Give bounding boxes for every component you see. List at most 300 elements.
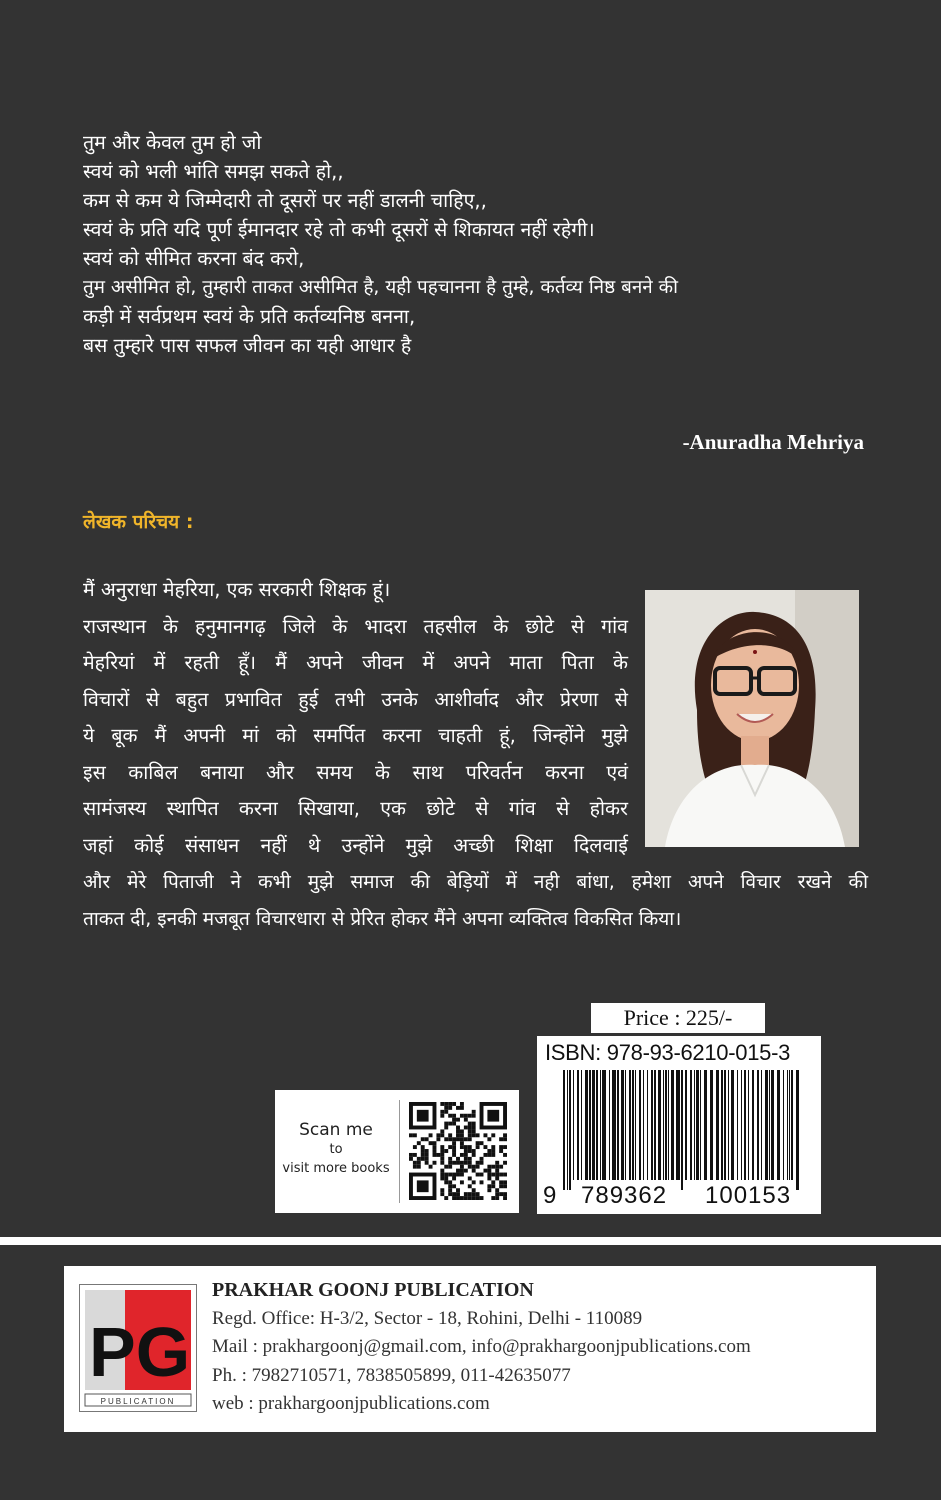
bio-line: मैं अनुराधा मेहरिया, एक सरकारी शिक्षक हूं। bbox=[83, 578, 391, 601]
qr-module bbox=[456, 1118, 460, 1122]
poem-block bbox=[83, 128, 873, 360]
barcode-bar bbox=[783, 1070, 784, 1180]
barcode-bar bbox=[700, 1070, 701, 1180]
qr-module bbox=[503, 1192, 507, 1196]
qr-module bbox=[429, 1133, 433, 1137]
qr-module bbox=[464, 1137, 468, 1141]
qr-module bbox=[495, 1173, 499, 1177]
barcode-digit-group2: 100153 bbox=[705, 1182, 792, 1209]
qr-module bbox=[487, 1173, 491, 1177]
barcode-bar bbox=[563, 1070, 565, 1190]
qr-module bbox=[460, 1169, 464, 1173]
qr-module bbox=[464, 1126, 468, 1130]
barcode-digit-group1: 789362 bbox=[581, 1182, 668, 1209]
qr-module bbox=[456, 1106, 460, 1110]
pg-logo-icon bbox=[79, 1284, 197, 1412]
logo-caption-text: PUBLICATION bbox=[100, 1397, 176, 1406]
barcode-bar bbox=[681, 1070, 683, 1190]
barcode-bar bbox=[787, 1070, 788, 1180]
qr-module bbox=[483, 1169, 487, 1173]
publisher-info-box bbox=[64, 1266, 876, 1432]
qr-module bbox=[456, 1157, 460, 1161]
isbn-barcode bbox=[537, 1036, 821, 1214]
qr-module bbox=[495, 1196, 499, 1200]
qr-module bbox=[433, 1149, 437, 1153]
qr-module bbox=[476, 1141, 480, 1145]
qr-module bbox=[476, 1192, 480, 1196]
qr-module bbox=[440, 1110, 444, 1114]
poem-line: बस तुम्हारे पास सफल जीवन का यही आधार है bbox=[83, 334, 412, 357]
qr-module bbox=[476, 1173, 480, 1177]
qr-module bbox=[452, 1161, 456, 1165]
qr-module bbox=[444, 1196, 448, 1200]
qr-module bbox=[444, 1176, 448, 1180]
qr-module bbox=[476, 1133, 480, 1137]
qr-module bbox=[452, 1122, 456, 1126]
qr-module bbox=[487, 1165, 491, 1169]
poem-line: स्वयं को सीमित करना बंद करो, bbox=[83, 247, 305, 270]
barcode-bar bbox=[696, 1070, 699, 1180]
qr-module bbox=[413, 1153, 417, 1157]
qr-module bbox=[452, 1173, 456, 1177]
qr-module bbox=[440, 1188, 444, 1192]
qr-module bbox=[460, 1180, 464, 1184]
qr-module bbox=[440, 1157, 444, 1161]
qr-module bbox=[409, 1153, 413, 1157]
qr-finder-square bbox=[417, 1110, 429, 1122]
barcode-bar bbox=[596, 1070, 598, 1180]
qr-module bbox=[464, 1192, 468, 1196]
qr-module bbox=[456, 1188, 460, 1192]
publisher-phone: Ph. : 7982710571, 7838505899, 011-42635077 bbox=[212, 1364, 571, 1386]
poem-line: तुम और केवल तुम हो जो bbox=[83, 131, 262, 154]
qr-module bbox=[472, 1192, 476, 1196]
poem-line: कड़ी में सर्वप्रथम स्वयं के प्रति कर्तव्यनिष्ठ बनना, bbox=[83, 305, 416, 328]
qr-module bbox=[476, 1161, 480, 1165]
qr-module bbox=[495, 1169, 499, 1173]
qr-module bbox=[468, 1165, 472, 1169]
qr-module bbox=[480, 1161, 484, 1165]
barcode-bar bbox=[585, 1070, 588, 1180]
qr-module bbox=[417, 1165, 421, 1169]
qr-module bbox=[460, 1137, 464, 1141]
barcode-bar bbox=[769, 1070, 770, 1180]
qr-module bbox=[440, 1153, 444, 1157]
qr-module bbox=[460, 1165, 464, 1169]
barcode-bar bbox=[592, 1070, 595, 1180]
qr-module bbox=[452, 1153, 456, 1157]
qr-module bbox=[487, 1137, 491, 1141]
barcode-bar bbox=[744, 1070, 746, 1180]
qr-module bbox=[499, 1145, 503, 1149]
qr-module bbox=[499, 1149, 503, 1153]
qr-module bbox=[425, 1157, 429, 1161]
barcode-bar bbox=[654, 1070, 656, 1180]
publisher-mail[interactable]: Mail : prakhargoonj@gmail.com, info@prakhargoonjpublications.com bbox=[212, 1336, 751, 1357]
barcode-bar bbox=[724, 1070, 726, 1180]
qr-module bbox=[495, 1165, 499, 1169]
barcode-bar bbox=[658, 1070, 661, 1180]
qr-module bbox=[483, 1145, 487, 1149]
publisher-details bbox=[212, 1276, 751, 1419]
scan-me-label: Scan me bbox=[299, 1120, 373, 1140]
qr-module bbox=[440, 1169, 444, 1173]
barcode-bar bbox=[639, 1070, 641, 1180]
barcode-bar bbox=[632, 1070, 634, 1180]
qr-module bbox=[444, 1173, 448, 1177]
barcode-bar bbox=[789, 1070, 790, 1180]
qr-module bbox=[503, 1137, 507, 1141]
qr-module bbox=[425, 1149, 429, 1153]
poem-line: तुम असीमित हो, तुम्हारी ताकत असीमित है, यही पहचानना है तुम्हे, कर्तव्य निष्ठ बनने की bbox=[83, 277, 678, 298]
barcode-bar bbox=[777, 1070, 780, 1180]
barcode-digit-first: 9 bbox=[543, 1182, 557, 1209]
barcode-bar bbox=[748, 1070, 749, 1180]
qr-module bbox=[503, 1180, 507, 1184]
qr-module bbox=[440, 1145, 444, 1149]
publisher-web[interactable]: web : prakhargoonjpublications.com bbox=[212, 1393, 490, 1414]
qr-module bbox=[460, 1141, 464, 1145]
qr-module bbox=[460, 1106, 464, 1110]
qr-module bbox=[464, 1145, 468, 1149]
qr-module bbox=[448, 1192, 452, 1196]
barcode-bar bbox=[612, 1070, 616, 1180]
qr-module bbox=[499, 1184, 503, 1188]
qr-module bbox=[476, 1196, 480, 1200]
qr-module bbox=[472, 1129, 476, 1133]
scan-me-sub-1: to bbox=[329, 1142, 343, 1157]
qr-module bbox=[436, 1133, 440, 1137]
qr-module bbox=[421, 1153, 425, 1157]
qr-module bbox=[491, 1153, 495, 1157]
barcode-bar bbox=[731, 1070, 734, 1180]
qr-module bbox=[456, 1196, 460, 1200]
qr-module bbox=[456, 1173, 460, 1177]
qr-module bbox=[440, 1114, 444, 1118]
qr-module bbox=[480, 1173, 484, 1177]
qr-module bbox=[429, 1141, 433, 1145]
qr-module bbox=[440, 1176, 444, 1180]
qr-module bbox=[468, 1184, 472, 1188]
barcode-bar bbox=[791, 1070, 793, 1180]
qr-module bbox=[421, 1149, 425, 1153]
barcode-bar bbox=[710, 1070, 713, 1180]
barcode-bar bbox=[643, 1070, 644, 1180]
barcode-bar bbox=[663, 1070, 664, 1180]
barcode-bar bbox=[629, 1070, 631, 1180]
qr-module bbox=[413, 1145, 417, 1149]
qr-module bbox=[448, 1188, 452, 1192]
qr-module bbox=[448, 1173, 452, 1177]
barcode-bar bbox=[741, 1070, 742, 1180]
qr-module bbox=[421, 1137, 425, 1141]
qr-module bbox=[440, 1149, 444, 1153]
qr-module bbox=[472, 1188, 476, 1192]
qr-module bbox=[487, 1169, 491, 1173]
bio-line: ताकत दी, इनकी मजबूत विचारधारा से प्रेरित होकर मैंने अपना व्यक्तित्व विकसित किया। bbox=[83, 907, 682, 930]
qr-module bbox=[452, 1196, 456, 1200]
qr-module bbox=[456, 1133, 460, 1137]
qr-module bbox=[468, 1192, 472, 1196]
author-photo bbox=[645, 590, 859, 847]
qr-module bbox=[503, 1145, 507, 1149]
qr-module bbox=[409, 1157, 413, 1161]
qr-module bbox=[495, 1176, 499, 1180]
qr-finder-square bbox=[417, 1180, 429, 1192]
barcode-bar bbox=[635, 1070, 636, 1180]
qr-finder-square bbox=[487, 1110, 499, 1122]
qr-module bbox=[460, 1173, 464, 1177]
publisher-office: Regd. Office: H-3/2, Sector - 18, Rohini, Delhi - 110089 bbox=[212, 1307, 643, 1329]
about-author-heading: लेखक परिचय : bbox=[83, 511, 194, 533]
qr-module bbox=[487, 1153, 491, 1157]
qr-module bbox=[444, 1122, 448, 1126]
qr-module bbox=[472, 1110, 476, 1114]
qr-module bbox=[480, 1180, 484, 1184]
barcode-bar bbox=[796, 1070, 799, 1190]
qr-module bbox=[433, 1141, 437, 1145]
qr-module bbox=[503, 1196, 507, 1200]
bio-line: और मेरे पिताजी ने कभी मुझे समाज की बेड़ियों में नही बांधा, हमेशा अपने विचार रखने की bbox=[83, 871, 868, 893]
qr-module bbox=[440, 1161, 444, 1165]
qr-module bbox=[436, 1137, 440, 1141]
barcode-bar bbox=[721, 1070, 723, 1180]
qr-module bbox=[452, 1141, 456, 1145]
isbn-text: ISBN: 978-93-6210-015-3 bbox=[545, 1040, 791, 1065]
qr-module bbox=[499, 1192, 503, 1196]
qr-module bbox=[413, 1165, 417, 1169]
qr-module bbox=[468, 1129, 472, 1133]
qr-module bbox=[472, 1126, 476, 1130]
barcode-bar bbox=[761, 1070, 762, 1180]
qr-module bbox=[468, 1126, 472, 1130]
qr-module bbox=[444, 1102, 448, 1106]
qr-module bbox=[476, 1165, 480, 1169]
qr-module bbox=[456, 1129, 460, 1133]
qr-module bbox=[440, 1173, 444, 1177]
barcode-bar bbox=[771, 1070, 774, 1180]
qr-module bbox=[491, 1149, 495, 1153]
bio-line: जहां कोई संसाधन नहीं थे उन्होंने मुझे अच्छी शिक्षा दिलवाई bbox=[83, 833, 628, 857]
qr-module bbox=[460, 1102, 464, 1106]
qr-module bbox=[472, 1165, 476, 1169]
barcode-bar bbox=[685, 1070, 687, 1180]
barcode-bar bbox=[647, 1070, 648, 1180]
qr-module bbox=[436, 1153, 440, 1157]
qr-module bbox=[468, 1176, 472, 1180]
qr-module bbox=[491, 1133, 495, 1137]
qr-module bbox=[468, 1161, 472, 1165]
qr-module bbox=[456, 1137, 460, 1141]
barcode-bar bbox=[676, 1070, 680, 1180]
qr-code-icon[interactable] bbox=[409, 1102, 507, 1200]
qr-module bbox=[452, 1176, 456, 1180]
barcode-bar bbox=[577, 1070, 579, 1180]
qr-module bbox=[464, 1161, 468, 1165]
qr-module bbox=[413, 1161, 417, 1165]
logo-letters-text: PG bbox=[89, 1313, 191, 1391]
barcode-bar bbox=[621, 1070, 624, 1180]
qr-module bbox=[425, 1137, 429, 1141]
qr-module bbox=[464, 1153, 468, 1157]
barcode-bar bbox=[728, 1070, 729, 1180]
barcode-bar bbox=[690, 1070, 692, 1180]
qr-module bbox=[433, 1153, 437, 1157]
barcode-bar bbox=[716, 1070, 719, 1180]
barcode-bar bbox=[694, 1070, 695, 1180]
qr-module bbox=[456, 1126, 460, 1130]
qr-module bbox=[448, 1137, 452, 1141]
qr-module bbox=[472, 1153, 476, 1157]
qr-module bbox=[472, 1122, 476, 1126]
barcode-bar bbox=[668, 1070, 669, 1180]
qr-module bbox=[499, 1173, 503, 1177]
barcode-bar bbox=[609, 1070, 610, 1180]
barcode-bar bbox=[569, 1070, 571, 1190]
qr-module bbox=[464, 1169, 468, 1173]
qr-module bbox=[460, 1145, 464, 1149]
qr-module bbox=[421, 1157, 425, 1161]
qr-module bbox=[491, 1165, 495, 1169]
qr-module bbox=[448, 1102, 452, 1106]
footer-divider bbox=[0, 1237, 941, 1245]
qr-module bbox=[421, 1145, 425, 1149]
qr-module bbox=[444, 1126, 448, 1130]
qr-module bbox=[456, 1169, 460, 1173]
qr-module bbox=[495, 1188, 499, 1192]
qr-module bbox=[452, 1137, 456, 1141]
qr-module bbox=[429, 1165, 433, 1169]
qr-module bbox=[452, 1118, 456, 1122]
qr-module bbox=[487, 1184, 491, 1188]
publisher-logo bbox=[79, 1284, 197, 1412]
barcode-bar bbox=[581, 1070, 582, 1180]
qr-module bbox=[417, 1157, 421, 1161]
bio-line: ये बूक मैं अपनी मां को समर्पित करना चाहती हूं, जिन्होंने मुझे bbox=[83, 724, 628, 747]
qr-module bbox=[464, 1114, 468, 1118]
qr-module bbox=[448, 1106, 452, 1110]
qr-module bbox=[468, 1196, 472, 1200]
qr-module bbox=[495, 1161, 499, 1165]
qr-module bbox=[444, 1165, 448, 1169]
qr-module bbox=[448, 1114, 452, 1118]
qr-module bbox=[503, 1133, 507, 1137]
scan-divider bbox=[399, 1100, 400, 1203]
qr-module bbox=[417, 1161, 421, 1165]
qr-module bbox=[425, 1161, 429, 1165]
qr-module bbox=[452, 1114, 456, 1118]
qr-module bbox=[440, 1133, 444, 1137]
qr-module bbox=[499, 1165, 503, 1169]
qr-module bbox=[452, 1145, 456, 1149]
barcode-bar bbox=[757, 1070, 759, 1180]
barcode-bar bbox=[573, 1070, 574, 1180]
qr-module bbox=[433, 1145, 437, 1149]
qr-module bbox=[472, 1180, 476, 1184]
qr-module bbox=[480, 1141, 484, 1145]
qr-module bbox=[425, 1153, 429, 1157]
qr-module bbox=[472, 1149, 476, 1153]
bio-line: विचारों से बहुत प्रभावित हुई तभी उनके आशीर्वाद और प्रेरणा से bbox=[83, 687, 628, 711]
qr-module bbox=[452, 1102, 456, 1106]
qr-module bbox=[468, 1145, 472, 1149]
qr-module bbox=[440, 1102, 444, 1106]
qr-module bbox=[444, 1106, 448, 1110]
qr-module bbox=[409, 1133, 413, 1137]
qr-module bbox=[448, 1145, 452, 1149]
qr-module bbox=[495, 1192, 499, 1196]
barcode-bar bbox=[602, 1070, 606, 1180]
qr-module bbox=[499, 1180, 503, 1184]
qr-module bbox=[448, 1161, 452, 1165]
barcode-bar bbox=[651, 1070, 653, 1180]
qr-module bbox=[448, 1122, 452, 1126]
barcode-bar bbox=[704, 1070, 707, 1180]
qr-module bbox=[444, 1137, 448, 1141]
qr-module bbox=[491, 1196, 495, 1200]
qr-module bbox=[444, 1149, 448, 1153]
qr-module bbox=[440, 1192, 444, 1196]
qr-module bbox=[464, 1157, 468, 1161]
poem-line: स्वयं को भली भांति समझ सकते हो,, bbox=[83, 160, 344, 183]
qr-module bbox=[464, 1196, 468, 1200]
bio-line: राजस्थान के हनुमानगढ़ जिले के भादरा तहसील के छोटे से गांव bbox=[83, 614, 628, 638]
qr-module bbox=[452, 1149, 456, 1153]
bio-line: सामंजस्य स्थापित करना सिखाया, एक छोटे से गांव से होकर bbox=[83, 797, 628, 820]
qr-module bbox=[499, 1137, 503, 1141]
barcode-bar bbox=[765, 1070, 768, 1180]
qr-module bbox=[503, 1161, 507, 1165]
qr-module bbox=[460, 1129, 464, 1133]
qr-module bbox=[456, 1161, 460, 1165]
qr-module bbox=[472, 1114, 476, 1118]
qr-module bbox=[487, 1149, 491, 1153]
poem-line: स्वयं के प्रति यदि पूर्ण ईमानदार रहे तो कभी दूसरों से शिकायत नहीं रहेगी। bbox=[83, 218, 595, 241]
qr-module bbox=[476, 1145, 480, 1149]
qr-module bbox=[448, 1133, 452, 1137]
qr-module bbox=[491, 1145, 495, 1149]
publisher-name: PRAKHAR GOONJ PUBLICATION bbox=[212, 1279, 534, 1301]
qr-module bbox=[452, 1184, 456, 1188]
barcode-bar bbox=[589, 1070, 591, 1180]
barcode-bar bbox=[665, 1070, 667, 1180]
bio-line: इस काबिल बनाया और समय के साथ परिवर्तन करना एवं bbox=[83, 760, 628, 784]
qr-module bbox=[444, 1110, 448, 1114]
qr-module bbox=[444, 1180, 448, 1184]
qr-module bbox=[460, 1153, 464, 1157]
qr-module bbox=[472, 1196, 476, 1200]
qr-module bbox=[483, 1153, 487, 1157]
qr-module bbox=[452, 1192, 456, 1196]
barcode-bar bbox=[752, 1070, 754, 1180]
qr-module bbox=[440, 1129, 444, 1133]
qr-module bbox=[472, 1169, 476, 1173]
author-portrait-illustration bbox=[645, 590, 859, 847]
barcode-bar bbox=[600, 1070, 601, 1180]
scan-me-box bbox=[275, 1090, 519, 1213]
qr-module bbox=[448, 1184, 452, 1188]
qr-module bbox=[460, 1196, 464, 1200]
qr-module bbox=[503, 1184, 507, 1188]
qr-module bbox=[464, 1118, 468, 1122]
barcode-bar bbox=[737, 1070, 738, 1180]
qr-module bbox=[503, 1173, 507, 1177]
qr-module bbox=[417, 1141, 421, 1145]
qr-module bbox=[460, 1161, 464, 1165]
qr-module bbox=[472, 1133, 476, 1137]
poem-line: कम से कम ये जिम्मेदारी तो दूसरों पर नहीं डालनी चाहिए,, bbox=[83, 189, 487, 212]
qr-module bbox=[468, 1137, 472, 1141]
